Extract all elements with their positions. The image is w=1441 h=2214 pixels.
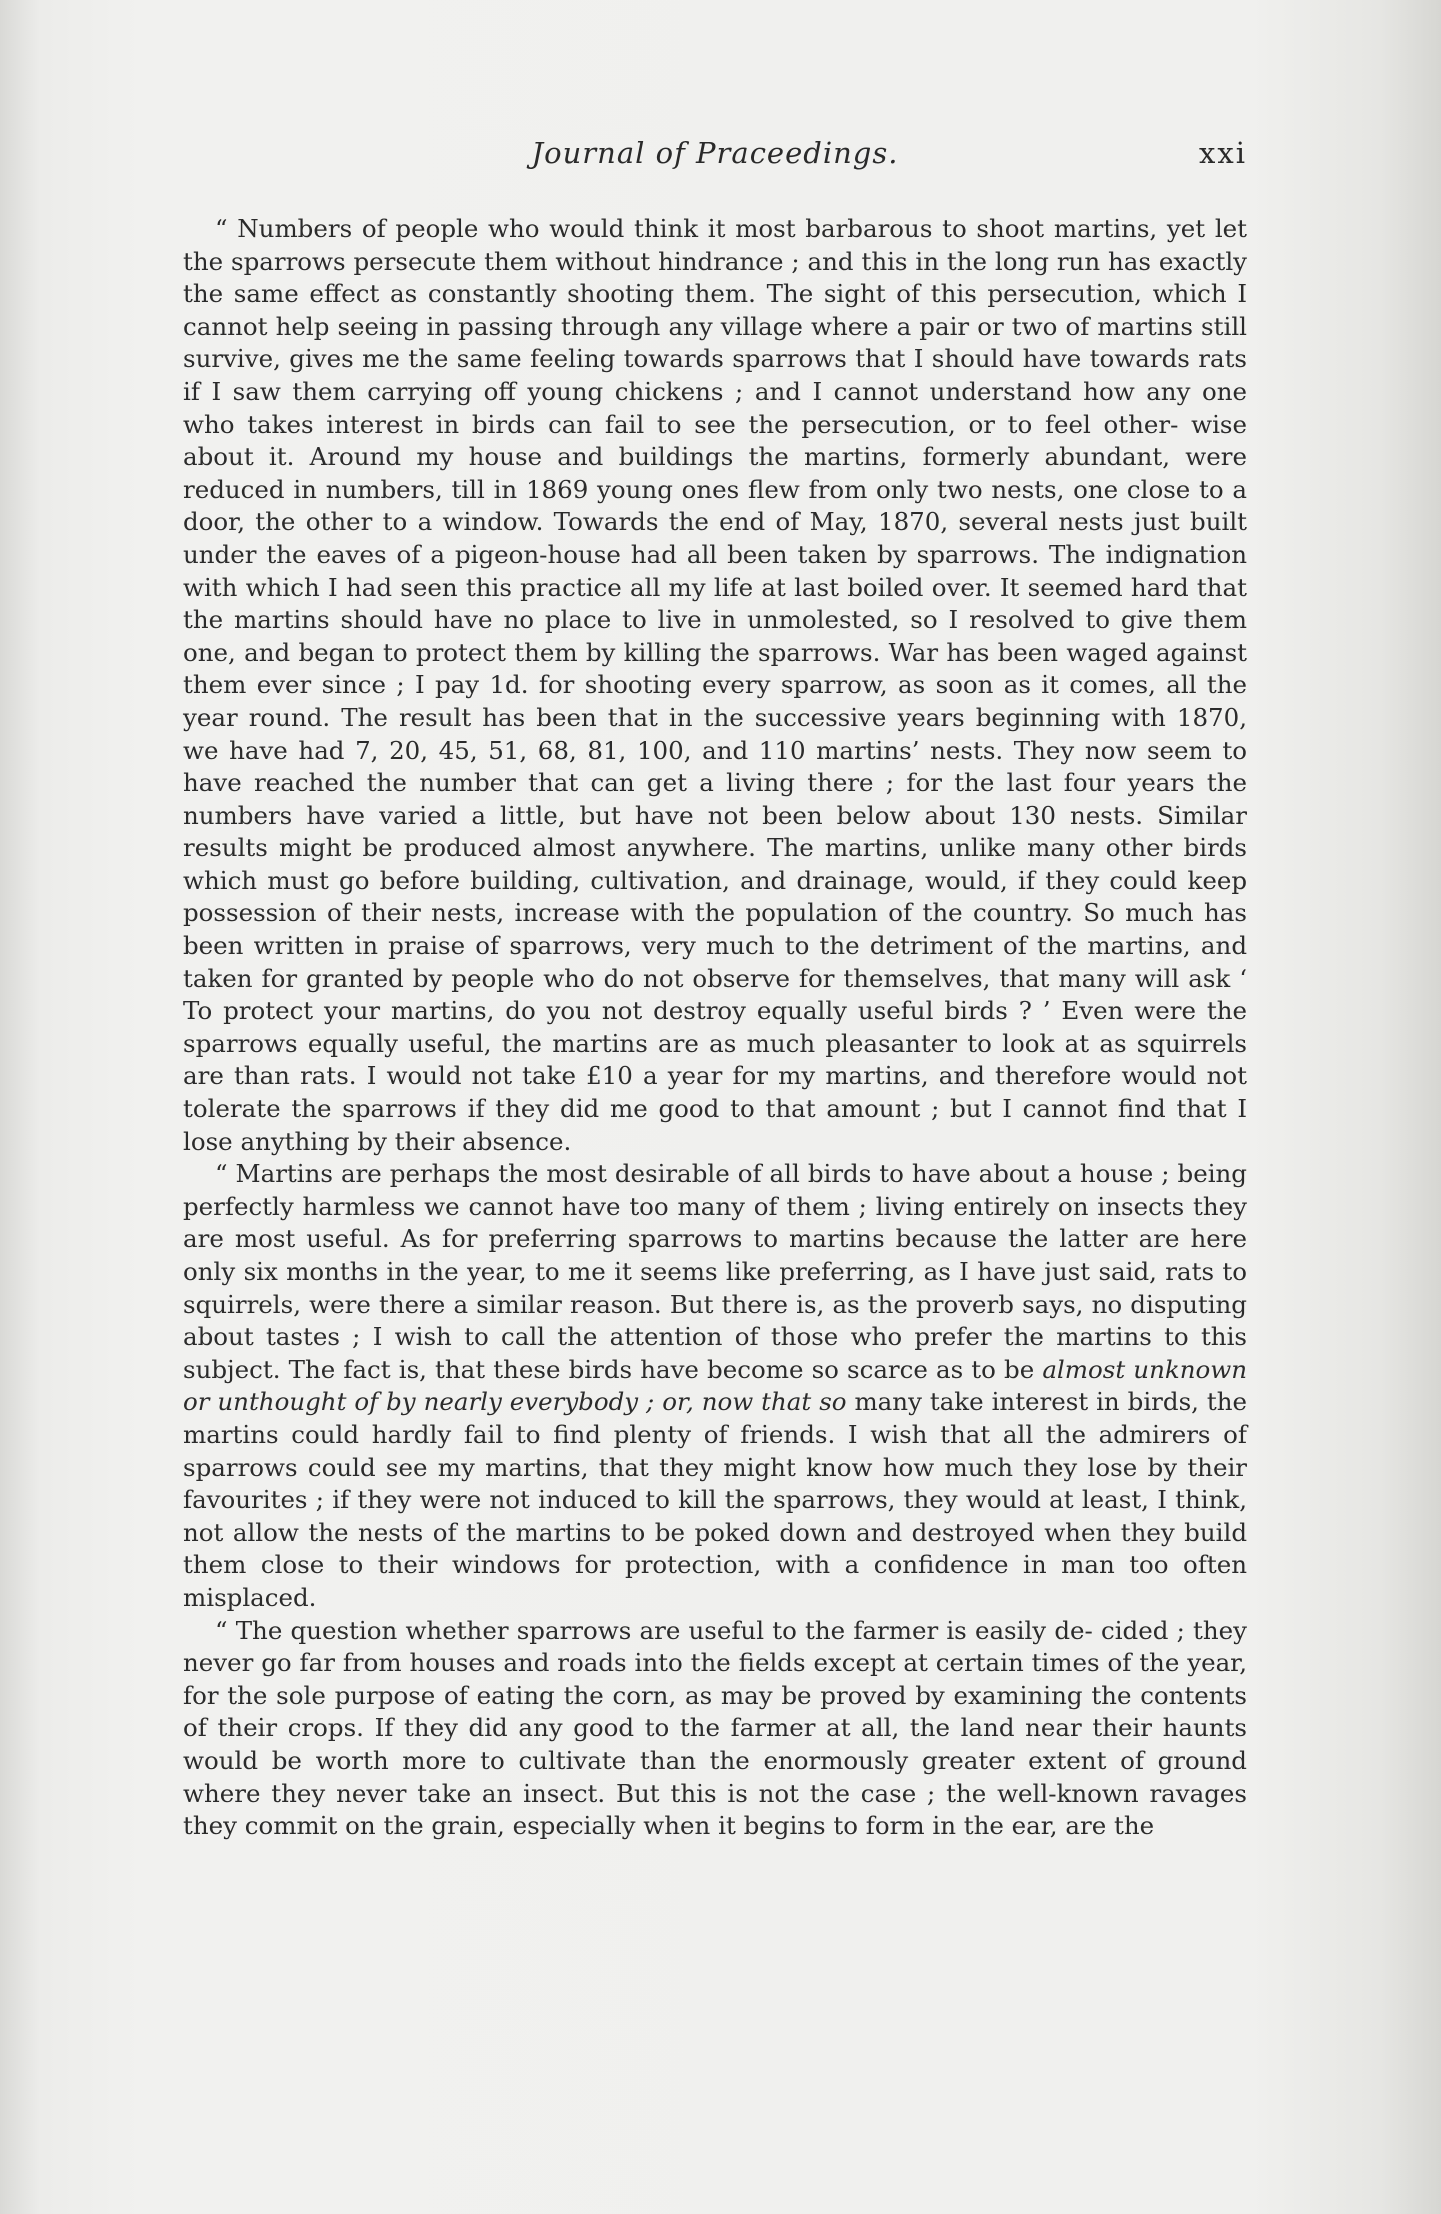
paragraph-2 (183, 1158, 1247, 1614)
paragraph-3: “ The question whether sparrows are useful to the farmer is easily de- cided ; they never go far from houses and roads into the fields except at certain times of the year, for the sole purpose of eating the corn, as may be proved by examining the contents of their crops. If they did any good to the farmer at all, the land near their haunts would be worth more to cultivate than the enormously greater extent of ground where they never take an insect. But this is not the case ; the well-known ravages they commit on the grain, especially when it begins to form in the ear, are the (183, 1615, 1247, 1841)
running-title: Journal of Praceedings. (531, 136, 899, 170)
paragraph-2-end: many take interest in birds, the martins could hardly fail to find plenty of friends. I wish that all the admirers of sparrows could see my martins, that they might know how much they lose by their favourites ; if they were not induced to kill the sparrows, they would at least, I think, not allow the nests of the martins to be poked down and destroyed when they build them close to their windows for protection, with a confidence in man too often misplaced. (183, 1387, 1247, 1612)
running-head (183, 136, 1247, 180)
paragraph-2-italic-phrase: almost unknown or unthought of by nearly everybody ; or, now that so (183, 1354, 1247, 1417)
body-text (183, 213, 1247, 1843)
paragraph-2-start: “ Martins are perhaps the most desirable of all birds to have about a house ; being perfectly harmless we cannot have too many of them ; living entirely on insects they are most useful. As for preferring sparrows to martins because the latter are here only six months in the year, to me it seems like preferring, as I have just said, rats to squirrels, were there a similar reason. But there is, as the proverb says, no disputing about tastes ; I wish to call the attention of those who prefer the martins to this subject. The fact is, that these birds have become so scarce as to be (183, 1159, 1247, 1384)
paragraph-1: “ Numbers of people who would think it most barbarous to shoot martins, yet let the sparrows persecute them without hindrance ; and this in the long run has exactly the same effect as constantly shooting them. The sight of this persecution, which I cannot help seeing in passing through any village where a pair or two of martins still survive, gives me the same feeling towards sparrows that I should have towards rats if I saw them carrying off young chickens ; and I cannot understand how any one who takes interest in birds can fail to see the persecution, or to feel other- wise about it. Around my house and buildings the martins, formerly abundant, were reduced in numbers, till in 1869 young ones flew from only two nests, one close to a door, the other to a window. Towards the end of May, 1870, several nests just built under the eaves of a pigeon-house had all been taken by sparrows. The indignation with which I had seen this practice all my life at last boiled over. It seemed hard that the martins should have no place to live in unmolested, so I resolved to give them one, and began to protect them by killing the sparrows. War has been waged against them ever since ; I pay 1d. for shooting every sparrow, as soon as it comes, all the year round. The result has been that in the successive years beginning with 1870, we have had 7, 20, 45, 51, 68, 81, 100, and 110 martins’ nests. They now seem to have reached the number that can get a living there ; for the last four years the numbers have varied a little, but have not been below about 130 nests. Similar results might be produced almost anywhere. The martins, unlike many other birds which must go before building, cultivation, and drainage, would, if they could keep possession of their nests, increase with the population of the country. So much has been written in praise of sparrows, very much to the detriment of the martins, and taken for granted by people who do not observe for themselves, that many will ask ‘ To protect your martins, do you not destroy equally useful birds ? ’ Even were the sparrows equally useful, the martins are as much pleasanter to look at as squirrels are than rats. I would not take £10 a year for my martins, and therefore would not tolerate the sparrows if they did me good to that amount ; but I cannot find that I lose anything by their absence. (183, 214, 1247, 1156)
page-number: xxi (1199, 136, 1247, 170)
